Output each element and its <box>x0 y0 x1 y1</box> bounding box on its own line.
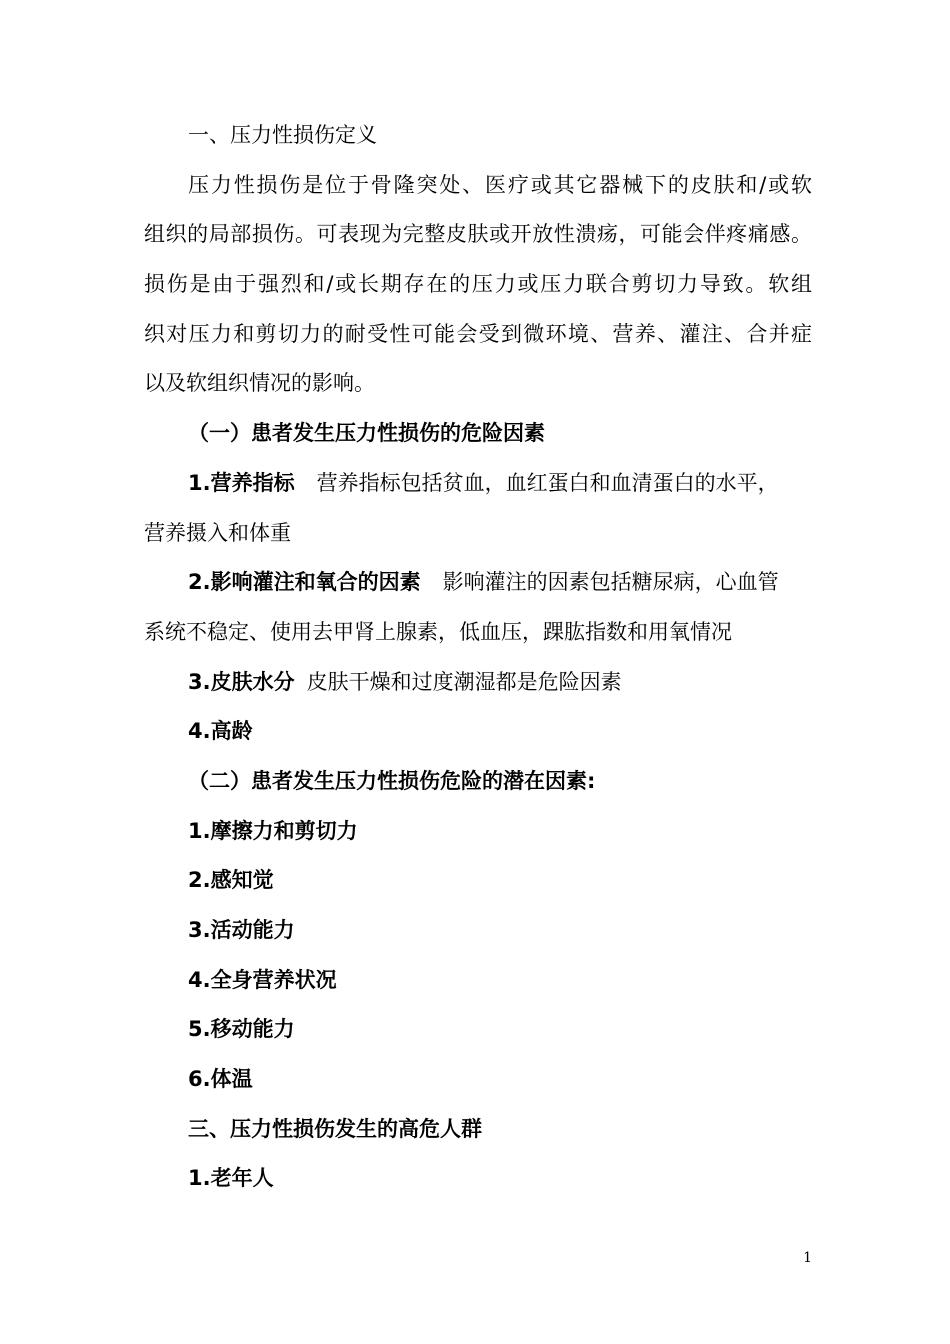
potential-factor-item: 4.全身营养状况 <box>188 967 337 992</box>
section-heading-definition: 一、压力性损伤定义 <box>188 123 377 147</box>
potential-factor-item: 6.体温 <box>188 1067 253 1092</box>
subheading-potential-factors: （二）患者发生压力性损伤危险的潜在因素: <box>188 768 596 793</box>
risk-factor-nutrition-title: 1.营养指标 <box>188 470 295 495</box>
risk-factor-perfusion-continued: 系统不稳定、使用去甲肾上腺素，低血压，踝肱指数和用氧情况 <box>144 619 732 644</box>
risk-factor-skin-moisture-title: 3.皮肤水分 <box>188 669 295 694</box>
potential-factor-item: 3.活动能力 <box>188 918 295 942</box>
subheading-risk-factors: （一）患者发生压力性损伤的危险因素 <box>188 421 545 446</box>
section-heading-high-risk-groups: 三、压力性损伤发生的高危人群 <box>188 1116 482 1141</box>
risk-factor-skin-moisture-text: 皮肤干燥和过度潮湿都是危险因素 <box>306 669 622 694</box>
document-body <box>144 111 812 1204</box>
risk-factor-perfusion-text: 影响灌注的因素包括糖尿病，心血管 <box>442 570 779 595</box>
definition-line-4: 织对压力和剪切力的耐受性可能会受到微环境、营养、灌注、合并症 <box>144 321 812 346</box>
potential-factor-item: 5.移动能力 <box>188 1017 295 1042</box>
potential-factor-item: 1.摩擦力和剪切力 <box>188 818 358 843</box>
definition-line-5: 以及软组织情况的影响。 <box>144 371 375 396</box>
high-risk-group-item: 1.老年人 <box>188 1166 274 1191</box>
risk-factor-nutrition-text: 营养指标包括贫血，血红蛋白和血清蛋白的水平， <box>316 470 779 495</box>
page-number: 1 <box>803 1250 812 1266</box>
risk-factor-skin-moisture <box>144 658 812 708</box>
risk-factor-nutrition-continued: 营养摄入和体重 <box>144 520 291 545</box>
risk-factor-perfusion <box>144 558 812 608</box>
risk-factor-advanced-age: 4.高龄 <box>188 719 253 744</box>
risk-factor-nutrition <box>144 459 812 509</box>
risk-factor-perfusion-title: 2.影响灌注和氧合的因素 <box>188 570 421 595</box>
definition-line-3: 损伤是由于强烈和/或长期存在的压力或压力联合剪切力导致。软组 <box>144 272 812 297</box>
definition-line-1: 压力性损伤是位于骨隆突处、医疗或其它器械下的皮肤和/或软 <box>188 172 812 197</box>
potential-factor-item: 2.感知觉 <box>188 868 274 893</box>
definition-line-2: 组织的局部损伤。可表现为完整皮肤或开放性溃疡，可能会伴疼痛感。 <box>144 222 812 247</box>
